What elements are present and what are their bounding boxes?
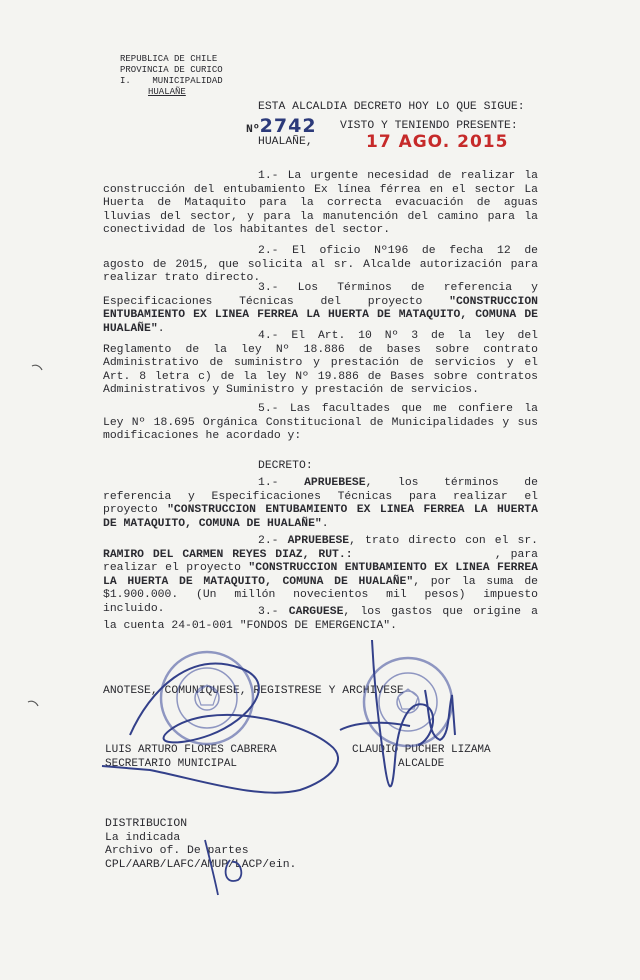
distribution-line-1: La indicada (105, 831, 181, 844)
margin-mark (28, 701, 38, 706)
distribution-line-2: Archivo of. De partes (105, 845, 249, 857)
decree-intro: ESTA ALCALDIA DECRETO HOY LO QUE SIGUE: (258, 101, 525, 113)
distribution-heading: DISTRIBUCION (105, 818, 188, 830)
letterhead-commune: HUALAÑE (148, 87, 186, 97)
considerando-5-num: 5.- (258, 403, 279, 415)
decreto-3-keyword: CARGUESE (288, 606, 344, 618)
considerando-1-num: 1.- (258, 170, 279, 182)
secretary-name: LUIS ARTURO FLORES CABRERA (105, 744, 277, 756)
decreto-2-text-b: , para realizar el proyecto (103, 548, 545, 575)
decreto-1-project: "CONSTRUCCION ENTUBAMIENTO EX LINEA FERREA LA HUERTA DE MATAQUITO, COMUNA DE HUALAÑE" (103, 504, 538, 530)
date-stamp: 17 AGO. 2015 (366, 132, 509, 152)
letterhead-country: REPUBLICA DE CHILE (120, 54, 218, 64)
decreto-3-text: , los gastos que origine a la cuenta 24-01-001 "FONDOS DE EMERGENCIA". (103, 606, 538, 632)
considerando-3-end: . (157, 322, 165, 335)
decreto-1-keyword: APRUEBESE (304, 477, 366, 489)
decreto-1-end: . (321, 517, 329, 530)
decreto-2-project: "CONSTRUCCION ENTUBAMIENTO EX LINEA FERREA LA HUERTA DE MATAQUITO, COMUNA DE HUALAÑE" (103, 562, 539, 588)
decreto-2-text-c: , por la suma de $1.900.000. (Un millón novecientos mil pesos) impuesto incluido. (103, 575, 538, 615)
considerando-4-num: 4.- (258, 330, 279, 342)
secretary-title: SECRETARIO MUNICIPAL (105, 758, 238, 770)
mayor-name: CLAUDIO PUCHER LIZAMA (352, 744, 491, 756)
decree-number-stamp: 2742 (259, 115, 317, 137)
considerando-3-text: Los Términos de referencia y Especificaciones Técnicas del proyecto (103, 282, 538, 308)
initials-mark (205, 840, 241, 895)
decree-number-prefix: Nº (246, 124, 260, 136)
closing-statement: ANOTESE, COMUNIQUESE, REGISTRESE Y ARCHIVESE (103, 685, 404, 697)
considerando-3-num: 3.- (258, 282, 279, 294)
decreto-2-contractor: RAMIRO DEL CARMEN REYES DIAZ, RUT.: (103, 548, 353, 561)
letterhead-municipality: I. MUNICIPALIDAD (120, 76, 223, 86)
considerando-3-project: "CONSTRUCCION ENTUBAMIENTO EX LINEA FERREA LA HUERTA DE MATAQUITO, COMUNA DE HUALAÑE" (103, 295, 538, 335)
decreto-2-keyword: APRUEBESE (287, 535, 350, 547)
considerando-4-text: El Art. 10 Nº 3 de la ley del Reglamento de la ley Nº 18.886 de bases sobre contrato Administrativo de suministro y prestación de servicios y el Art. 8 letra c) de la ley Nº 19.886 de Bases sobre contratos Administrativos y Suministro y prestación de servicios. (103, 330, 538, 397)
decreto-1-num: 1.- (258, 477, 279, 489)
decreto-heading: DECRETO: (258, 460, 313, 472)
visto-heading: VISTO Y TENIENDO PRESENTE: (340, 120, 518, 132)
considerando-1-text: La urgente necesidad de realizar la construcción del entubamiento Ex línea férrea en el sector La Huerta de Mataquito para la correcta evacuación de aguas lluvias del sector, y para la manutención del camino para la conectividad de los habitantes del sector. (103, 170, 538, 237)
decreto-1-text: , los términos de referencia y Especificaciones Técnicas para realizar el proyecto (103, 477, 538, 517)
place-label: HUALAÑE, (258, 136, 313, 148)
secretary-signature (102, 664, 338, 793)
letterhead-province: PROVINCIA DE CURICO (120, 65, 223, 75)
secretary-seal (161, 652, 253, 744)
mayor-title: ALCALDE (398, 758, 445, 770)
margin-mark (32, 365, 42, 370)
decreto-3-num: 3.- (258, 606, 279, 618)
considerando-5-text: Las facultades que me confiere la Ley Nº 18.695 Orgánica Constitucional de Municipalidades y sus modificaciones he acordado y: (103, 403, 538, 443)
considerando-2-text: El oficio Nº196 de fecha 12 de agosto de 2015, que solicita al sr. Alcalde autorización para realizar trato directo. (103, 245, 538, 285)
distribution-line-3: CPL/AARB/LAFC/AMUP/LACP/ein. (105, 858, 297, 871)
mayor-signature (340, 640, 455, 786)
decreto-2-num: 2.- (258, 535, 279, 547)
decreto-2-text-a: , trato directo con el sr. (349, 535, 538, 547)
considerando-2-num: 2.- (258, 245, 279, 257)
